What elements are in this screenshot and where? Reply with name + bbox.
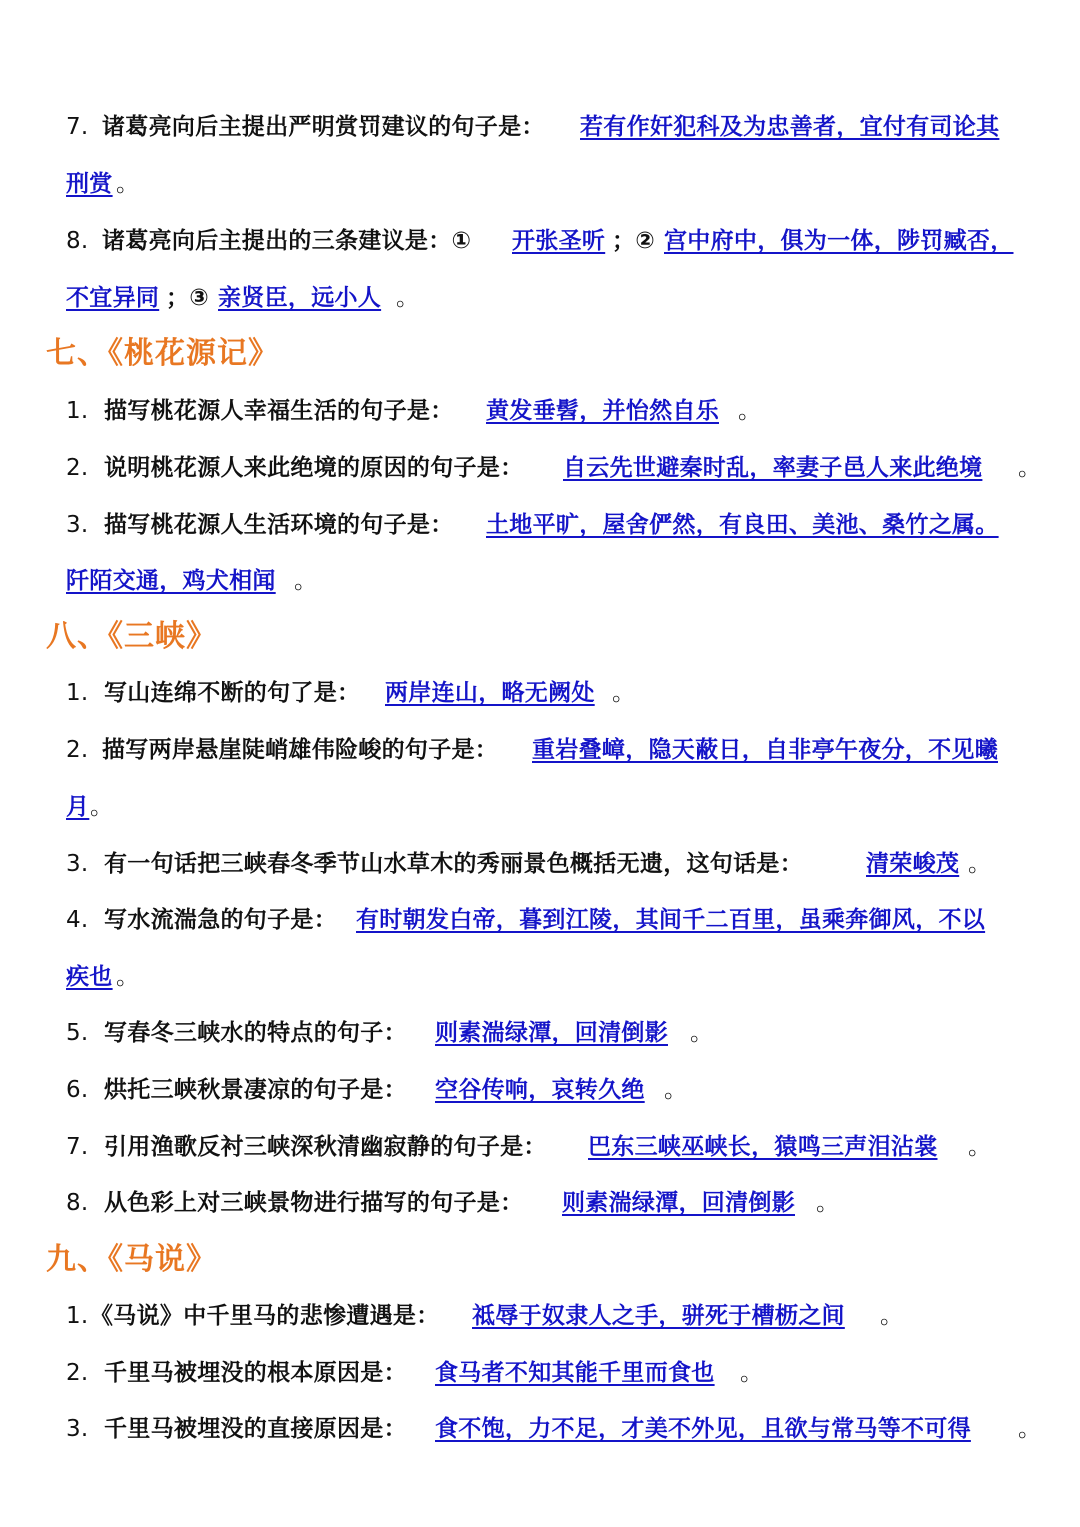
answer-text: 土地平旷，屋舍俨然，有良田、美池、桑竹之属。 [486,512,999,538]
answer-text: 则素湍绿潭，回清倒影 [435,1020,668,1046]
question-text: 有一句话把三峡春冬季节山水草木的秀丽景色概括无遗，这句话是： [104,851,803,877]
answer-text: 自云先世避秦时乱，率妻子邑人来此绝境 [563,455,983,481]
list-item [0,99,1080,156]
answer-text: 食不饱，力不足，才美不外见，且欲与常马等不可得 [435,1416,971,1442]
item-number: 6. [66,1077,89,1103]
punctuation: 。 [968,851,992,877]
punctuation: 。 [816,1190,840,1216]
answer-text: 阡陌交通，鸡犬相闻 [66,568,276,594]
list-item [0,1175,1080,1232]
item-number: 2. [66,1360,89,1386]
list-item [0,1062,1080,1119]
punctuation: 。 [612,680,636,706]
item-number: 2. [66,737,89,763]
answer-text: 不宜异同 [66,285,160,311]
answer-text: 重岩叠嶂，隐天蔽日，自非亭午夜分，不见曦 [532,737,998,763]
punctuation: 。 [740,1360,764,1386]
question-text: 说明桃花源人来此绝境的原因的句子是： [104,455,524,481]
list-item [0,1401,1080,1458]
list-item [0,836,1080,893]
list-item [0,892,1080,949]
answer-text: 清荣峻茂 [866,851,960,877]
question-text: 描写两岸悬崖陡峭雄伟险峻的句子是： [102,737,499,763]
answer-text: 开张圣听 [512,228,606,254]
question-text: 诸葛亮向后主提出的三条建议是：① [102,228,472,254]
question-text: 写山连绵不断的句了是： [104,680,361,706]
punctuation: 。 [1018,1416,1042,1442]
punctuation: 。 [116,171,140,197]
list-item [0,497,1080,554]
item-number: 1. [66,680,89,706]
list-item-continuation [0,270,1080,327]
punctuation: 。 [116,964,140,990]
answer-text: 刑赏 [66,171,113,197]
answer-text: 月 [66,794,90,820]
question-text: 写春冬三峡水的特点的句子： [104,1020,407,1046]
list-item-continuation [0,779,1080,836]
answer-text: 有时朝发白帝，暮到江陵，其间千二百里，虽乘奔御风，不以 [356,907,986,933]
punctuation: 。 [738,398,762,424]
item-number: 5. [66,1020,89,1046]
item-number: 2. [66,455,89,481]
question-text: 千里马被埋没的根本原因是： [104,1360,407,1386]
question-text: 从色彩上对三峡景物进行描写的句子是： [104,1190,524,1216]
item-number: 1. [66,398,89,424]
answer-text: 疾也 [66,964,113,990]
question-text: 描写桃花源人生活环境的句子是： [104,512,454,538]
answer-text: 祗辱于奴隶人之手，骈死于槽枥之间 [472,1303,845,1329]
list-item [0,1119,1080,1176]
section-heading: 九、《马说》 [46,1242,217,1277]
item-number: 7. [66,1134,89,1160]
item-number: 8. [66,1190,89,1216]
list-item [0,1288,1080,1345]
list-item [0,722,1080,779]
list-item [0,213,1080,270]
punctuation: 。 [690,1020,714,1046]
punctuation: 。 [968,1134,992,1160]
answer-text: 空谷传响，哀转久绝 [435,1077,645,1103]
question-text: 引用渔歌反衬三峡深秋清幽寂静的句子是： [104,1134,547,1160]
punctuation: 。 [664,1077,688,1103]
item-number: 7. [66,114,89,140]
item-number: 8. [66,228,89,254]
list-item [0,665,1080,722]
list-item-continuation [0,553,1080,610]
answer-text: 巴东三峡巫峡长，猿鸣三声泪沾裳 [588,1134,938,1160]
punctuation: 。 [294,568,318,594]
answer-text: 亲贤臣，远小人 [218,285,382,311]
list-item-continuation [0,156,1080,213]
list-item-continuation [0,949,1080,1006]
item-number: 1. [66,1303,89,1329]
list-item [0,440,1080,497]
punctuation: 。 [880,1303,904,1329]
list-item [0,1345,1080,1402]
punctuation: 。 [396,285,420,311]
item-number: 4. [66,907,89,933]
question-text: ；② [612,228,656,254]
item-number: 3. [66,851,89,877]
question-text: 烘托三峡秋景凄凉的句子是： [104,1077,407,1103]
question-text: 千里马被埋没的直接原因是： [104,1416,407,1442]
answer-text: 则素湍绿潭，回清倒影 [562,1190,795,1216]
question-text: 《马说》中千里马的悲惨遭遇是： [90,1303,440,1329]
answer-text: 食马者不知其能千里而食也 [435,1360,715,1386]
punctuation: 。 [90,794,114,820]
question-text: 写水流湍急的句子是： [104,907,337,933]
punctuation: 。 [1018,455,1042,481]
list-item [0,383,1080,440]
item-number: 3. [66,1416,89,1442]
item-number: 3. [66,512,89,538]
answer-text: 黄发垂髫，并怡然自乐 [486,398,719,424]
question-text: 诸葛亮向后主提出严明赏罚建议的句子是： [102,114,545,140]
section-heading: 八、《三峡》 [46,619,217,654]
list-item [0,1005,1080,1062]
answer-text: 宫中府中，俱为一体，陟罚臧否， [664,228,1014,254]
question-text: 描写桃花源人幸福生活的句子是： [104,398,454,424]
answer-text: 若有作奸犯科及为忠善者，宜付有司论其 [580,114,1000,140]
section-heading: 七、《桃花源记》 [46,336,279,371]
answer-text: 两岸连山，略无阙处 [385,680,595,706]
question-text: ；③ [166,285,210,311]
